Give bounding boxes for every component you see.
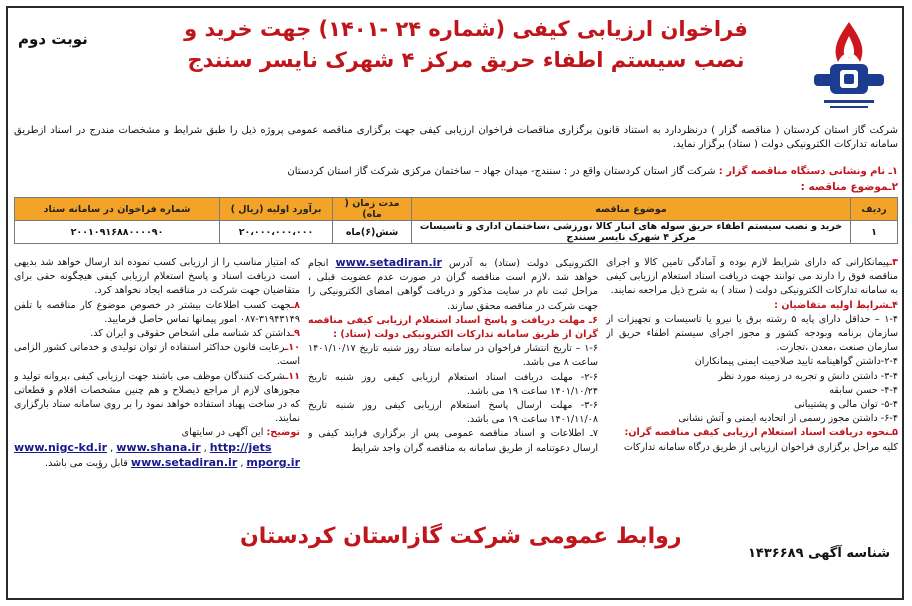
ad-id: شناسه آگهی ۱۴۳۶۶۸۹ xyxy=(748,546,890,561)
section-1-label: ۱ـ نام ونشانی دستگاه مناقصه گزار : xyxy=(718,166,898,177)
s4-4: ۴-۴- حسن سابقه xyxy=(829,384,898,396)
s11-text: شرکت کنندگان موظف می باشند جهت ارزیابی کیفی ،پروانه تولید و مجوزهای لازم از مراجع ذیصلاح و هم چنین مشخصات اقلام و قطعاتی که در ساخت پهباد استفاده خواهد نمود را بر روی سامانه ستاد بارگزاری نمایند. xyxy=(14,370,300,425)
s6-1: ۱-۶ – تاریخ انتشار فراخوان در سامانه ستاد روز شنبه تاریخ ۱۴۰۱/۱۰/۱۷ ساعت ۸ می باشد. xyxy=(308,343,598,369)
s5-label: ۵ـنحوه دریافت اسناد استعلام ارزیابی کیفی مناقصه گران: xyxy=(624,427,898,439)
jets-link[interactable]: http://jets xyxy=(209,440,272,454)
column-middle xyxy=(308,256,598,516)
column-left xyxy=(14,256,300,516)
s6-3: ۳-۶- مهلت ارسال پاسخ استعلام ارزیابی کیفی روز شنبه تاریخ ۱۴۰۱/۱۱/۰۸ ساعت ۱۹ می باشد. xyxy=(308,400,598,426)
title-line-2: نصب سیستم اطفاء حریق مرکز ۴ شهرک نایسر سنندج xyxy=(187,48,745,72)
s6-label: ۶ـ مهلت دریافت و پاسخ اسناد استعلام ارزیابی کیفی مناقصه گران از طریق سامانه تدارکات الکترونیکی دولت (ستاد) : xyxy=(308,314,598,341)
s3-text: پیمانکارانی که دارای شرایط لازم بوده و آمادگی تامین کالا و اجرای مناقصه فوق را دارند می توانند جهت دریافت اسناد استعلام ارزیابی کیفی به سامانه تدارکات الکترونیکی دولت ( ستاد ) به شرح ذیل مراجعه نمایند. xyxy=(606,257,898,297)
cell-row-number: ۱ xyxy=(851,221,898,244)
section-1-text: شرکت گاز استان کردستان واقع در : سنندج- میدان جهاد – ساختمان مرکزی شرکت گاز استان کردستان xyxy=(287,166,719,177)
column-right xyxy=(606,256,898,516)
cell-duration: شش(۶)ماه xyxy=(333,221,412,244)
cell-estimate: ۲۰،۰۰۰،۰۰۰،۰۰۰ xyxy=(220,221,333,244)
company-logo xyxy=(800,18,898,118)
ad-title xyxy=(150,14,782,76)
links-row-1: www.nigc-kd.ir , www.shana.ir , http://jets xyxy=(14,440,272,454)
second-round-label: نوبت دوم xyxy=(18,30,88,48)
cell-subject: خرید و نصب سیستم اطفاء حریق سوله های انبار کالا ،ورزشی ،ساختمان اداری و تاسیسات مرکز ۴ شهرک نایسر سنندج xyxy=(412,221,851,244)
s4-6: ۶-۴- داشتن مجوز رسمی از اتحادیه ایمنی و آتش نشانی xyxy=(678,413,898,425)
header-subject: موضوع مناقصه xyxy=(412,198,851,221)
s3-label: ۳ـ xyxy=(888,257,898,268)
header-estimate: برآورد اولیه (ریال ) xyxy=(220,198,333,221)
header-call-number: شماره فراخوان در سامانه ستاد xyxy=(15,198,220,221)
flame-gas-company-logo-icon xyxy=(800,18,898,118)
table-row xyxy=(15,221,898,244)
body-columns xyxy=(14,256,898,516)
table-header-row xyxy=(15,198,898,221)
final-text: قابل رؤیت می باشد. xyxy=(45,457,128,469)
s9-label: ۹ـ xyxy=(290,328,300,340)
intro-paragraph: شرکت گاز استان کردستان ( مناقصه گزار ) درنظردارد به استناد قانون برگزاری مناقصات فراخوان ارزیابی کیفی جهت برگزاری مناقصه عمومی پروژه ذیل را طبق شرایط و مشخصات مندرج در اسناد ازطریق سامانه تدارکات الکترونیکی دولت ( ستاد) برگزار نماید. xyxy=(14,125,898,150)
s10-label: ۱۰ـ xyxy=(285,342,300,354)
title-line-1: فراخوان ارزیابی کیفی (شماره ۲۴ -۱۴۰۱) جهت خرید و xyxy=(184,17,748,41)
header-duration: مدت زمان ( ماه) xyxy=(333,198,412,221)
header-row-number: ردیف xyxy=(851,198,898,221)
mporg-link[interactable]: mporg.ir xyxy=(246,455,300,469)
s4-label: ۴ـشرایط اولیه متقاضیان : xyxy=(774,299,898,311)
s5-cont-b: انجام خواهد شد ،لازم است مناقصه گران در صورت عدم عضویت قبلی ، مراحل ثبت نام در سایت مذکور و دریافت گواهی امضای الکترونیکی را جهت شرکت در مناقصه محقق سازند. xyxy=(308,258,598,312)
s4-2: ۲-۴-داشتن گواهینامه تایید صلاحیت ایمنی پیمانکاران xyxy=(694,356,898,368)
setadiran-link-2[interactable]: www.setadiran.ir xyxy=(130,455,238,469)
section-2-label: ۲ـموضوع مناقصه : xyxy=(800,181,898,193)
s7-cont: که امتیاز مناسب را از ارزیابی کسب نموده اند ارسال خواهد شد بدیهی است دریافت اسناد و پاسخ استعلام ارزیابی کیفی هیچگونه حقی برای متقاضیان جهت شرکت در مناقصه ایجاد نخواهد کرد. xyxy=(14,257,300,297)
note-label: توضیح: xyxy=(266,427,300,439)
s6-2: ۲-۶- مهلت دریافت اسناد استعلام ارزیابی کیفی روز شنبه تاریخ ۱۴۰۱/۱۰/۲۴ ساعت ۱۹ می باشد. xyxy=(308,371,598,397)
cell-call-number: ۲۰۰۱۰۹۱۶۸۸۰۰۰۰۹۰ xyxy=(15,221,220,244)
s4-1: ۱-۴ – حداقل دارای پایه ۵ رشته برق یا نیرو یا تاسیسات و تجهیزات از سازمان برنامه وبودجه کشور و مجوز اجرای سیستم اطفاء حریق از سازمان صنعت ،معدن ،تجارت. xyxy=(606,313,898,354)
footer-organization: روابط عمومی شرکت گازاستان کردستان xyxy=(240,524,682,549)
s5-text: کلیه مراحل برگزاری فراخوان ارزیابی از طریق درگاه سامانه تدارکات xyxy=(623,441,898,453)
s7-text: ۷ـ اطلاعات و اسناد مناقصه عمومی پس از برگزاری فرایند کیفی و ارسال دعوتنامه از طریق سامانه به مناقصه گران واجد شرایط xyxy=(308,428,598,454)
section-1 xyxy=(14,166,898,177)
s8-label: ۸ـ xyxy=(290,299,300,311)
s5-cont-a: الکترونیکی دولت (ستاد) به آدرس xyxy=(441,258,598,269)
setadiran-link[interactable]: www.setadiran.ir xyxy=(335,256,442,269)
tender-table xyxy=(14,197,898,244)
s10-text: رعایت قانون حداکثر استفاده از توان تولیدی و خدماتی کشور الزامی است. xyxy=(14,342,300,368)
s4-5: ۵-۴- توان مالی و پشتیبانی xyxy=(794,399,898,411)
links-row-2: www.setadiran.ir , mporg.ir قابل رؤیت می باشد. xyxy=(45,455,300,469)
s4-3: ۳-۴- داشتن دانش و تجربه در زمینه مورد نظر xyxy=(718,370,898,382)
s9-text: داشتن کد شناسه ملی اشخاص حقوقی و ایران کد. xyxy=(90,328,291,340)
shana-link[interactable]: www.shana.ir xyxy=(116,440,201,454)
nigc-link[interactable]: www.nigc-kd.ir xyxy=(14,440,108,454)
note-text: این آگهی در سایتهای xyxy=(181,427,267,439)
s11-label: ۱۱ـ xyxy=(285,370,300,382)
s8-text: جهت کسب اطلاعات بیشتر در خصوص موضوع کار مناقصه با تلفن ۳۱۹۴۳۱۴۹-۰۸۷ امور پیمانها تماس حاصل فرمایید. xyxy=(14,299,300,325)
